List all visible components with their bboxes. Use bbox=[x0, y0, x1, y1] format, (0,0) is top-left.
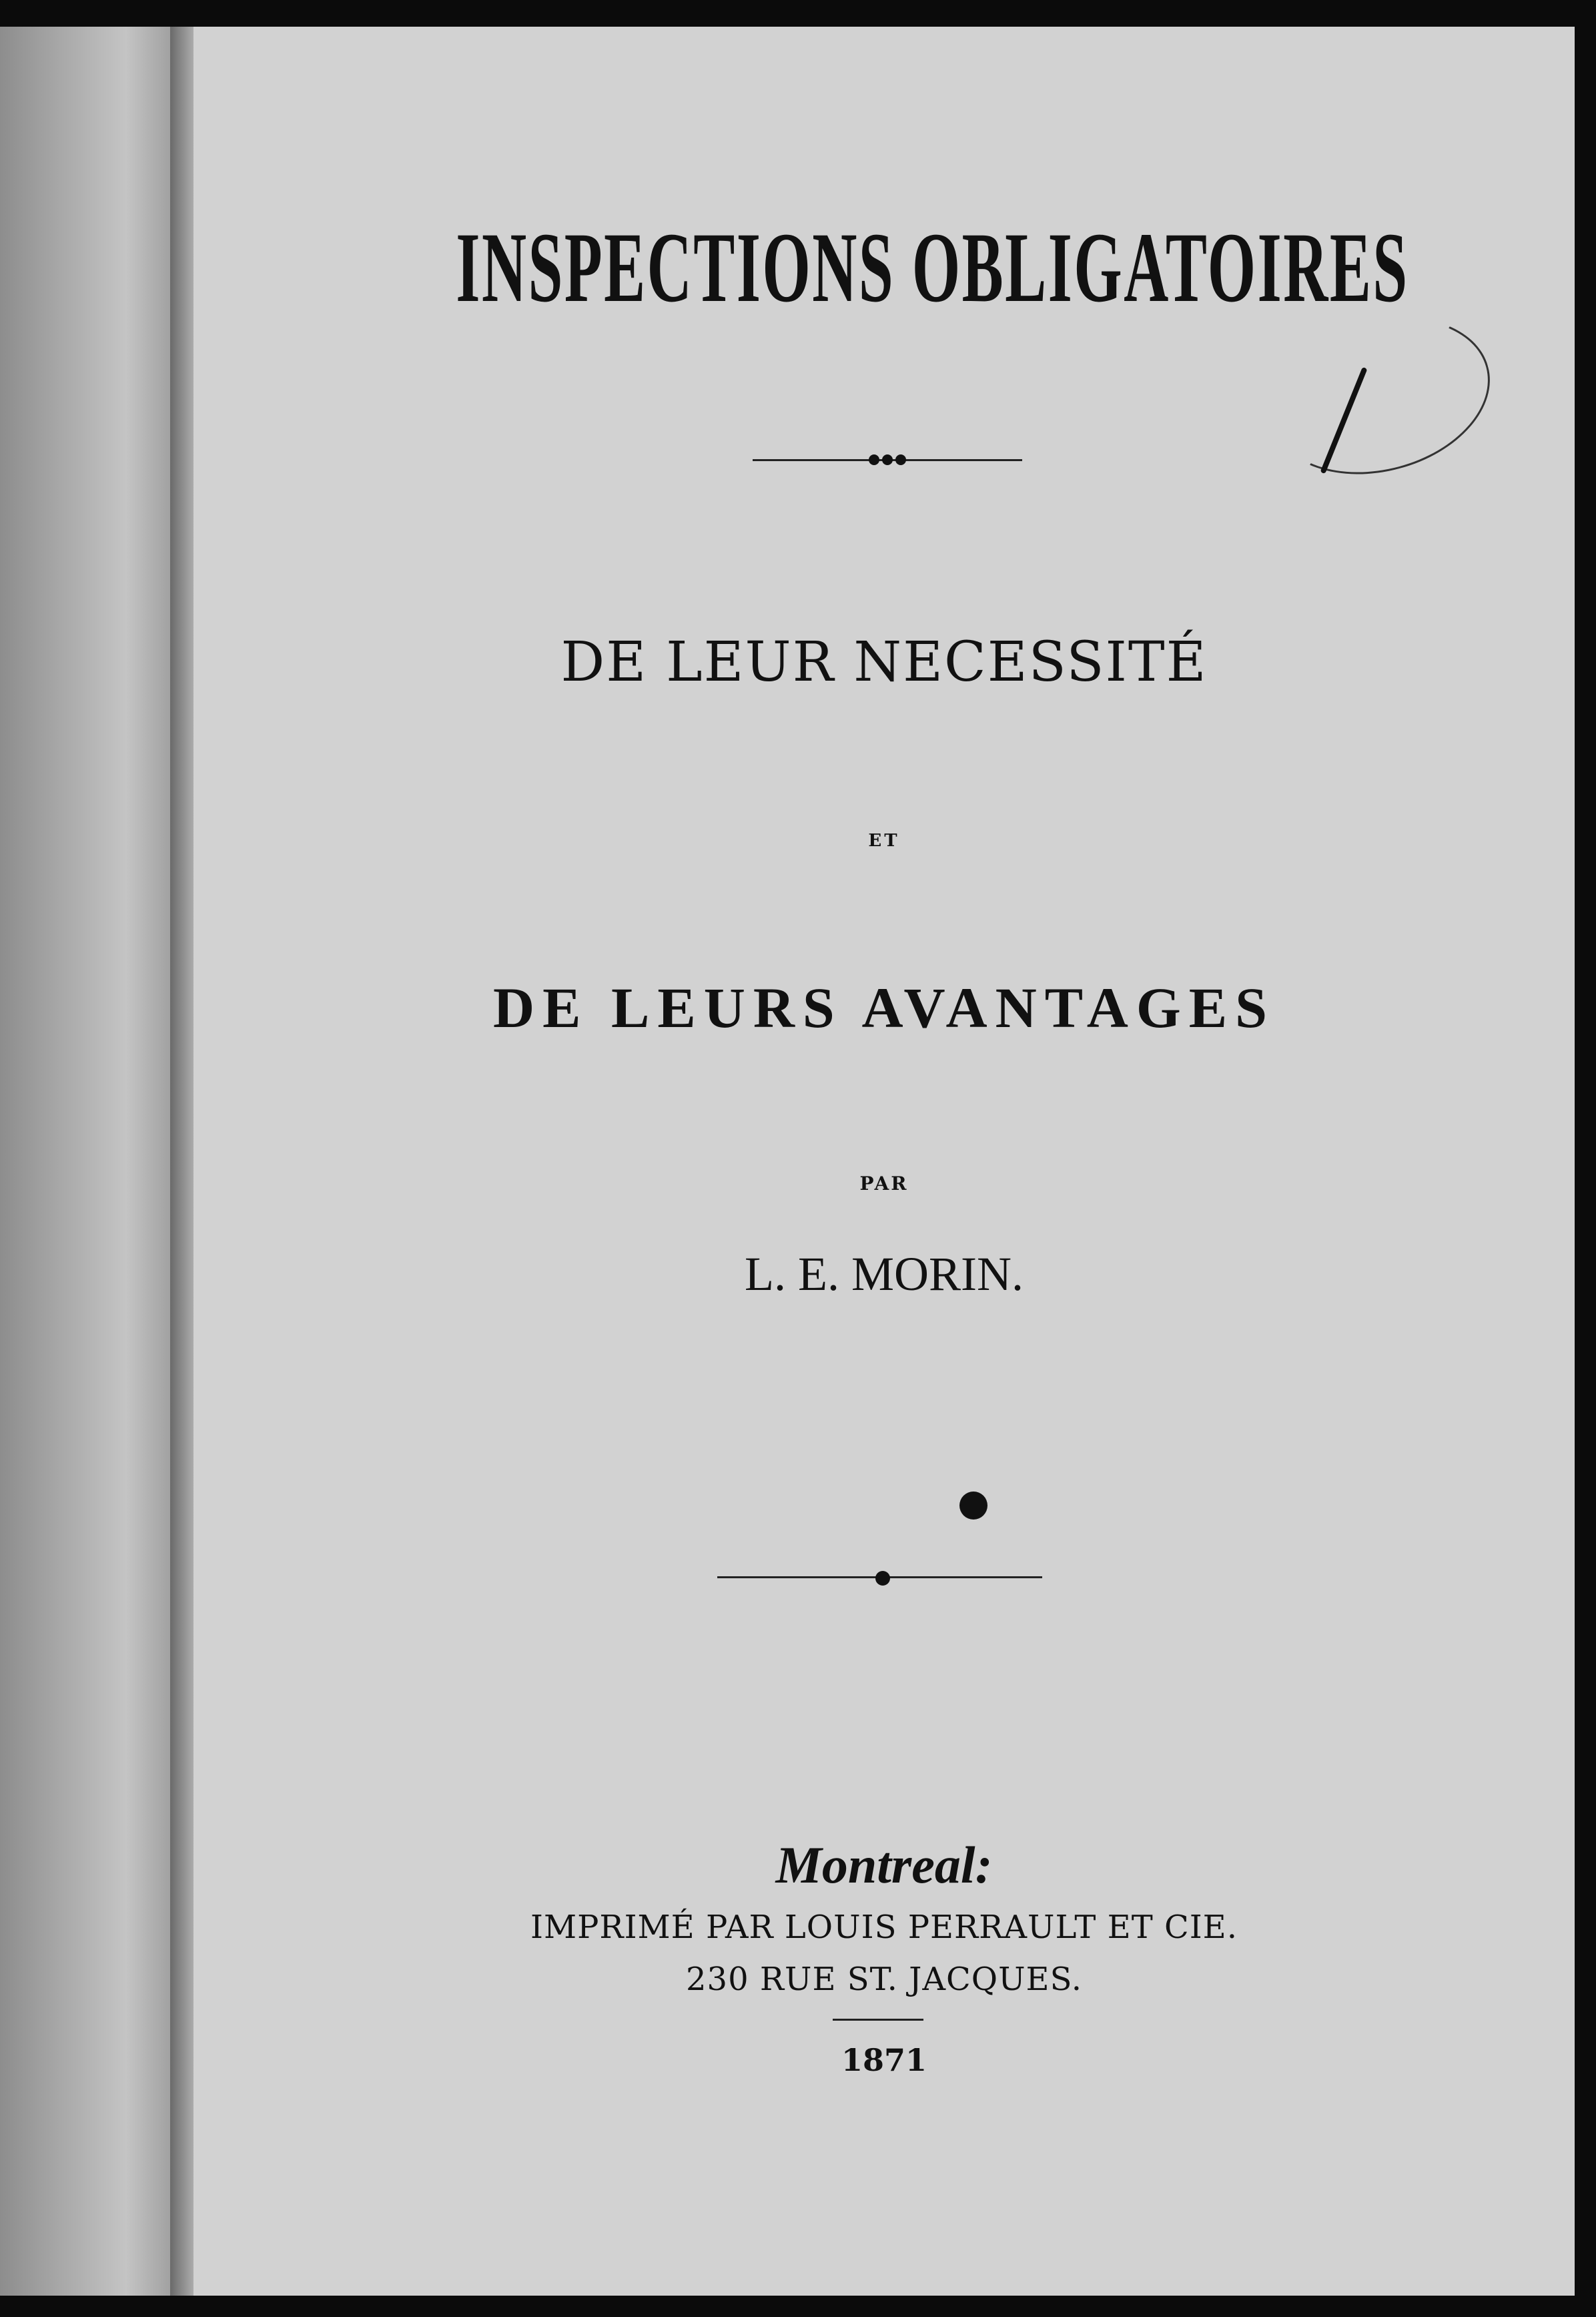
printer-line: IMPRIMÉ PAR LOUIS PERRAULT ET CIE. bbox=[530, 1909, 1238, 1946]
publication-year: 1871 bbox=[841, 2042, 927, 2078]
ink-blot-ornament bbox=[959, 1492, 987, 1520]
book-spine bbox=[0, 27, 180, 2296]
printer-address: 230 RUE ST. JACQUES. bbox=[685, 1961, 1083, 1998]
subtitle-line-2: DE LEURS AVANTAGES bbox=[493, 976, 1275, 1040]
title-page bbox=[193, 27, 1575, 2296]
divider-ornament bbox=[895, 454, 906, 465]
year-rule bbox=[833, 2019, 923, 2021]
divider-ornament bbox=[882, 454, 893, 465]
publication-city: Montreal: bbox=[775, 1836, 993, 1894]
binding-gutter bbox=[170, 27, 197, 2296]
author-name: L. E. MORIN. bbox=[745, 1247, 1024, 1301]
subtitle-line-1: DE LEUR NECESSITÉ bbox=[560, 631, 1208, 694]
lower-divider-dot bbox=[875, 1571, 890, 1586]
document-title: INSPECTIONS OBLIGATOIRES bbox=[456, 212, 1409, 323]
conjunction: ET bbox=[868, 831, 900, 851]
divider-ornament bbox=[869, 454, 879, 465]
by-line: PAR bbox=[859, 1173, 909, 1195]
